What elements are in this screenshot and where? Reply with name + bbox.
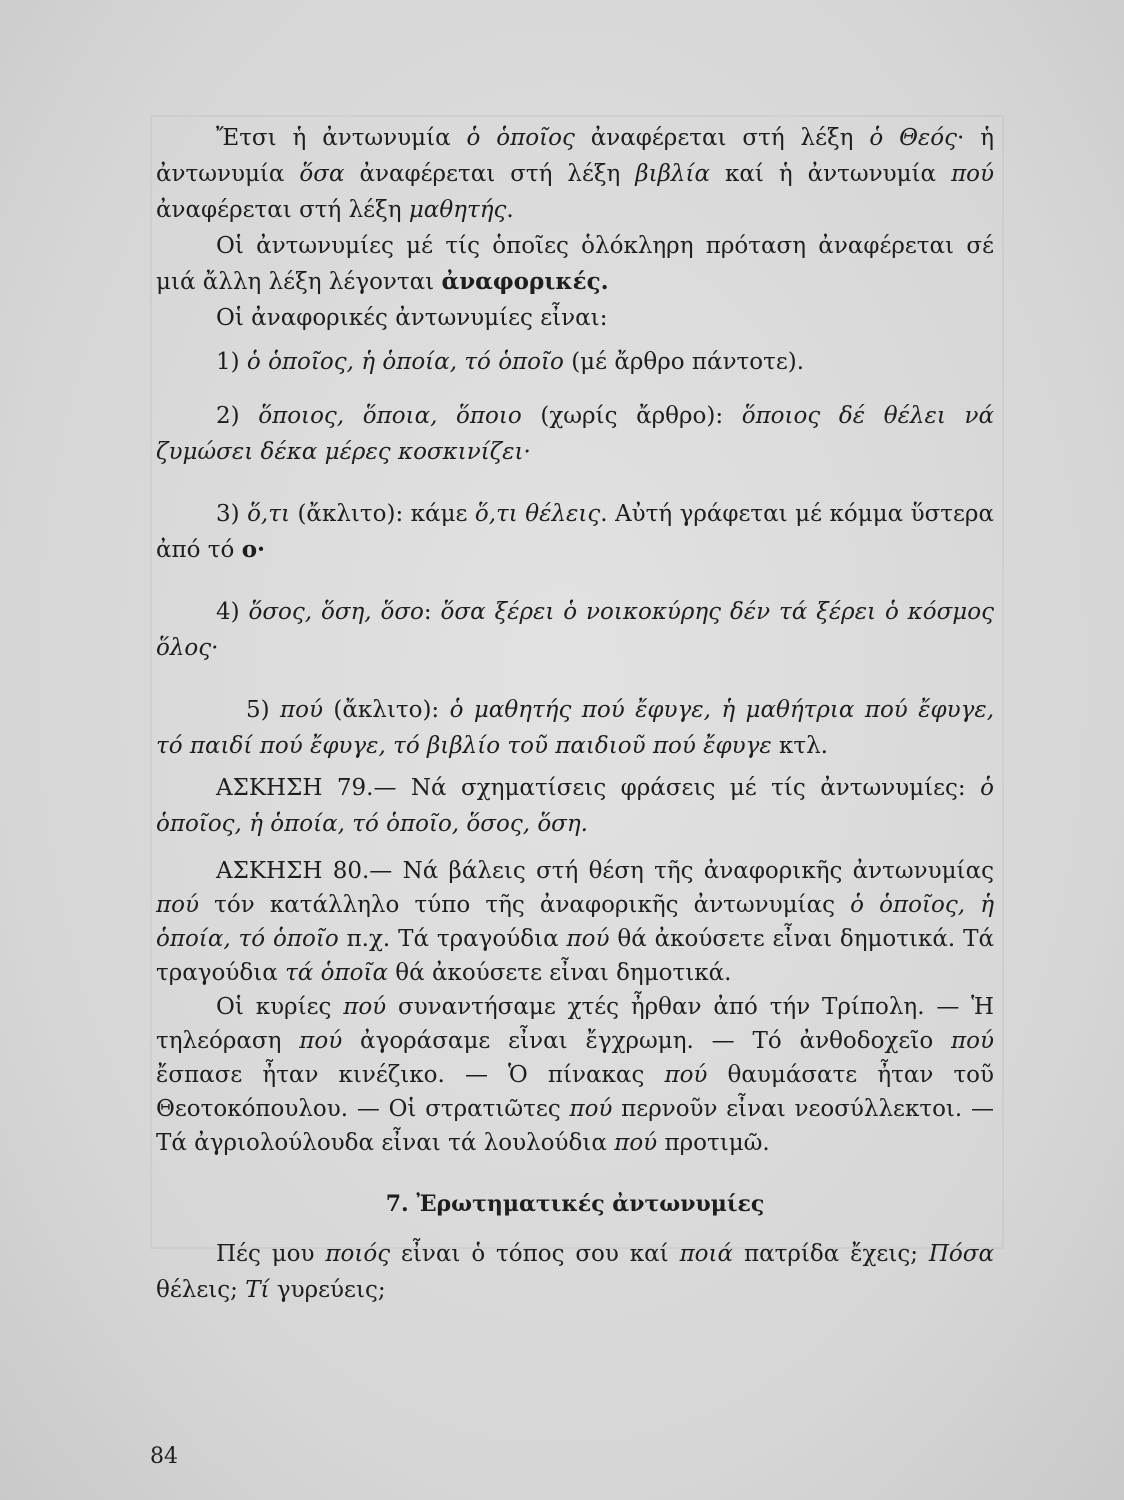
paragraph-interrogative: Πές μου ποιός εἶναι ὁ τόπος σου καί ποιά πατρίδα ἔχεις; Πόσα θέλεις; Τί γυρεύεις;: [156, 1241, 994, 1303]
exercise-80: ΑΣΚΗΣΗ 80.— Νά βάλεις στή θέση τῆς ἀναφορικῆς ἀντωνυμίας πού τόν κατάλληλο τύπο τῆς ἀναφορικῆς ἀντωνυμίας ὁ ὁποῖος, ἡ ὁποία, τό ὁποῖο π.χ. Τά τραγούδια πού θά ἀκούσετε εἶναι δημοτικά. Τά τραγούδια τά ὁποῖα θά ἀκούσετε εἶναι δημοτικά.: [156, 858, 995, 986]
list-item-5: 5) πού (ἄκλιτο): ὁ μαθητής πού ἔφυγε, ἡ μαθήτρια πού ἔφυγε, τό παιδί πού ἔφυγε, τό βιβλίο τοῦ παιδιοῦ πού ἔφυγε κτλ.: [156, 697, 995, 759]
paragraph-list-intro: Οἱ ἀναφορικές ἀντωνυμίες εἶναι:: [216, 305, 608, 331]
exercise-79: ΑΣΚΗΣΗ 79.— Νά σχηματίσεις φράσεις μέ τίς ἀντωνυμίες: ὁ ὁποῖος, ἡ ὁποία, τό ὁποῖο, ὅσος, ὅση.: [156, 775, 994, 837]
list-item-1: 1) ὁ ὁποῖος, ἡ ὁποία, τό ὁποῖο (μέ ἄρθρο πάντοτε).: [216, 349, 805, 375]
page-number: 84: [150, 1444, 178, 1469]
paragraph-definition: Οἱ ἀντωνυμίες μέ τίς ὁποῖες ὁλόκληρη πρόταση ἀναφέρεται σέ μιά ἄλλη λέξη λέγονται ἀναφορικές.: [156, 233, 994, 295]
section-heading: 7. Ἐρωτηματικές ἀντωνυμίες: [385, 1191, 765, 1217]
list-item-2: 2) ὅποιος, ὅποια, ὅποιο (χωρίς ἄρθρο): ὅποιος δέ θέλει νά ζυμώσει δέκα μέρες κοσκινίζει·: [156, 403, 995, 465]
exercise-80-sentences: Οἱ κυρίες πού συναντήσαμε χτές ἦρθαν ἀπό τήν Τρίπολη. — Ἡ τηλεόραση πού ἀγοράσαμε εἶναι ἔγχρωμη. — Τό ἀνθοδοχεῖο πού ἔσπασε ἦταν κινέζικο. — Ὁ πίνακας πού θαυμάσατε ἦταν τοῦ Θεοτοκόπουλου. — Οἱ στρατιῶτες πού περνοῦν εἶναι νεοσύλλεκτοι. — Τά ἀγριολούλουδα εἶναι τά λουλούδια πού προτιμῶ.: [156, 994, 994, 1156]
page-body: [156, 120, 994, 1308]
list-item-3: 3) ὅ,τι (ἄκλιτο): κάμε ὅ,τι θέλεις. Αὐτή γράφεται μέ κόμμα ὕστερα ἀπό τό ο·: [156, 501, 994, 563]
paragraph-intro: Ἔτσι ἡ ἀντωνυμία ὁ ὁποῖος ἀναφέρεται στή λέξη ὁ Θεός· ἡ ἀντωνυμία ὅσα ἀναφέρεται στή λέξη βιβλία καί ἡ ἀντωνυμία πού ἀναφέρεται στή λέξη μαθητής.: [156, 125, 995, 223]
list-item-4: 4) ὅσος, ὅση, ὅσο: ὅσα ξέρει ὁ νοικοκύρης δέν τά ξέρει ὁ κόσμος ὅλος·: [156, 599, 994, 661]
